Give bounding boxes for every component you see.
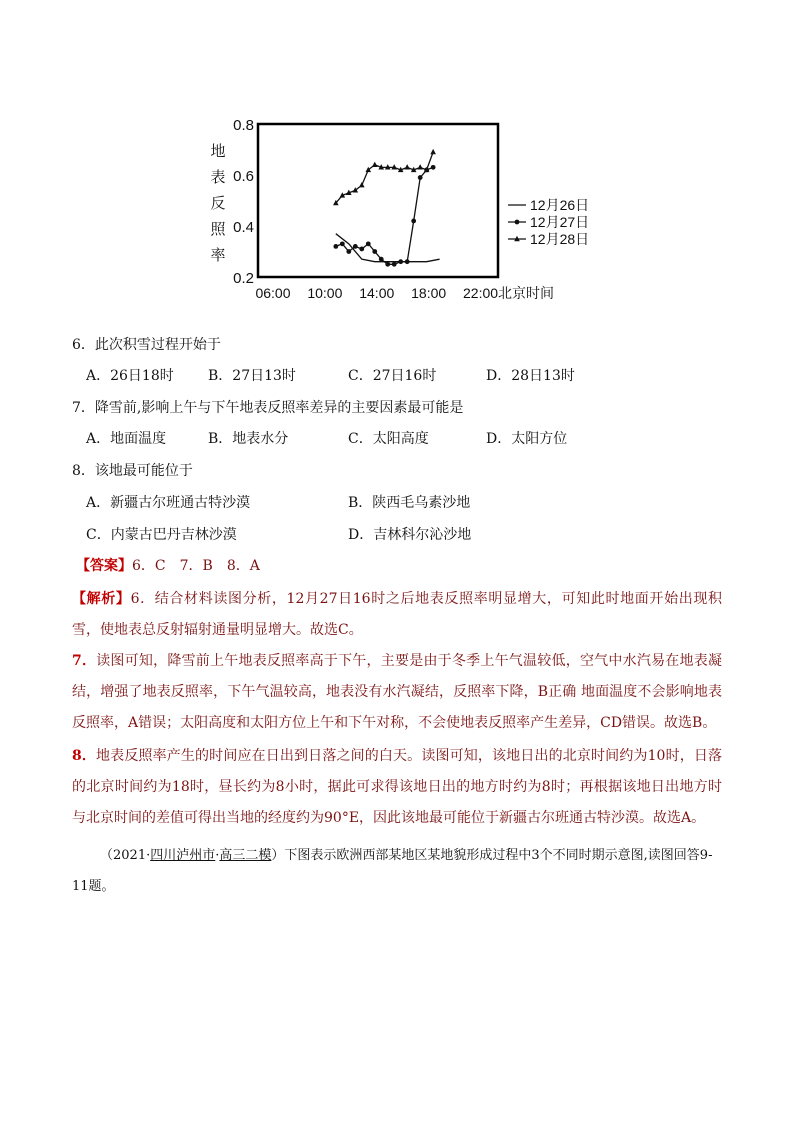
answer-text: 6．C 7．B 8．A: [132, 558, 260, 574]
x-tick-label: 06:00: [255, 285, 291, 301]
data-point-triangle: [404, 164, 410, 169]
x-tick-label: 14:00: [359, 285, 395, 301]
source-place: 四川泸州市: [150, 848, 216, 863]
analysis-paragraph-7: [72, 646, 722, 739]
series-line: [336, 234, 440, 262]
question-6-option-a: A．26日18时: [86, 368, 174, 384]
data-point-circle: [340, 241, 345, 246]
question-8-option-d: D．吉林科尔沁沙地: [348, 527, 472, 543]
x-tick-label: 18:00: [411, 285, 447, 301]
data-point-circle: [385, 262, 390, 267]
analysis-paragraph-6: [72, 584, 722, 646]
source-text: ）下图表示欧洲西部某地区某地貌形成过程中3个不同时期示意图,读图回答9-11题。: [72, 848, 713, 894]
data-point-circle: [398, 259, 403, 264]
analysis-7-number: 7．: [72, 653, 97, 669]
question-7-option-b: B．地表水分: [208, 431, 289, 447]
question-6-stem: 6．此次积雪过程开始于: [72, 337, 221, 353]
question-7-stem: 7．降雪前,影响上午与下午地表反照率差异的主要因素最可能是: [72, 400, 464, 416]
y-axis-label-char: 表: [210, 168, 226, 186]
y-axis-label-char: 率: [210, 246, 226, 264]
question-7-option-a: A．地面温度: [86, 431, 167, 447]
data-point-circle: [418, 175, 423, 180]
data-point-circle: [333, 244, 338, 249]
answer-tag: 【答案】: [76, 558, 132, 574]
y-axis-label-char: 反: [210, 194, 226, 212]
data-point-triangle: [372, 162, 378, 167]
analysis-6-text: 6．结合材料读图分析，12月27日16时之后地表反照率明显增大，可知此时地面开始出现积雪，使地表总反射辐射通量明显增大。故选C。: [72, 591, 722, 638]
question-6-option-b: B．27日13时: [208, 368, 296, 384]
legend-label: 12月28日: [530, 231, 590, 247]
question-8-stem: 8．该地最可能位于: [72, 463, 193, 479]
analysis-8-number: 8．: [72, 748, 97, 764]
source-mid: ·: [215, 848, 220, 863]
plot-frame: [258, 124, 498, 277]
analysis-8-text: 地表反照率产生的时间应在日出到日落之间的白天。读图可知，该地日出的北京时间约为10时，日落的北京时间约为18时，昼长约为8小时，据此可求得该地日出的地方时约为8时；再根据该地日出地方时与北京时间的差值可得出当地的经度约为90°E，因此该地最可能位于新疆古尔班通古特沙漠。故选A。: [72, 748, 722, 826]
analysis-paragraph-8: [72, 741, 722, 834]
y-axis-label-char: 地: [210, 142, 226, 160]
answer-line: [76, 555, 260, 577]
x-tick-label: 22:00北京时间: [463, 285, 555, 301]
question-6-option-c: C．27日16时: [348, 368, 437, 384]
legend-label: 12月27日: [530, 214, 590, 230]
question-8-option-b: B．陕西毛乌素沙地: [348, 495, 471, 511]
question-8-option-c: C．内蒙古巴丹吉林沙漠: [86, 527, 237, 543]
data-point-circle: [405, 259, 410, 264]
question-7-option-c: C．太阳高度: [348, 431, 429, 447]
data-point-circle: [379, 257, 384, 262]
y-tick-label: 0.4: [233, 219, 254, 236]
source-prefix: （2021·: [100, 848, 151, 863]
question-7-option-d: D．太阳方位: [486, 431, 568, 447]
source-grade: 高三二模: [219, 848, 272, 863]
data-point-triangle: [359, 182, 365, 187]
data-point-circle: [431, 165, 436, 170]
y-tick-label: 0.8: [233, 117, 254, 134]
albedo-chart: [200, 112, 600, 312]
data-point-circle: [353, 244, 358, 249]
x-tick-label: 10:00: [307, 285, 343, 301]
data-point-circle: [372, 249, 377, 254]
data-point-circle: [366, 241, 371, 246]
analysis-tag: 【解析】: [72, 591, 131, 607]
data-point-circle: [411, 219, 416, 224]
albedo-chart-svg: [200, 112, 600, 312]
data-point-triangle: [417, 164, 423, 169]
analysis-7-text: 读图可知，降雪前上午地表反照率高于下午，主要是由于冬季上午气温较低，空气中水汽易在地表凝结，增强了地表反照率，下午气温较高，地表没有水汽凝结，反照率下降，B正确 地面温度不会影响地表反照率，A错误；太阳高度和太阳方位上午和下午对称，不会使地表反照率产生差异，CD错误。故选B。: [72, 653, 722, 731]
data-point-triangle: [430, 149, 436, 154]
data-point-circle: [392, 262, 397, 267]
legend-marker-circle: [515, 220, 520, 225]
data-point-triangle: [352, 187, 358, 192]
y-tick-label: 0.6: [233, 168, 254, 185]
next-question-source: [72, 840, 722, 902]
data-point-triangle: [365, 167, 371, 172]
data-point-circle: [346, 249, 351, 254]
y-axis-label-char: 照: [210, 220, 226, 238]
question-8-option-a: A．新疆古尔班通古特沙漠: [86, 495, 251, 511]
legend-label: 12月26日: [530, 197, 590, 213]
question-6-option-d: D．28日13时: [486, 368, 575, 384]
data-point-circle: [359, 247, 364, 252]
y-tick-label: 0.2: [233, 270, 254, 287]
